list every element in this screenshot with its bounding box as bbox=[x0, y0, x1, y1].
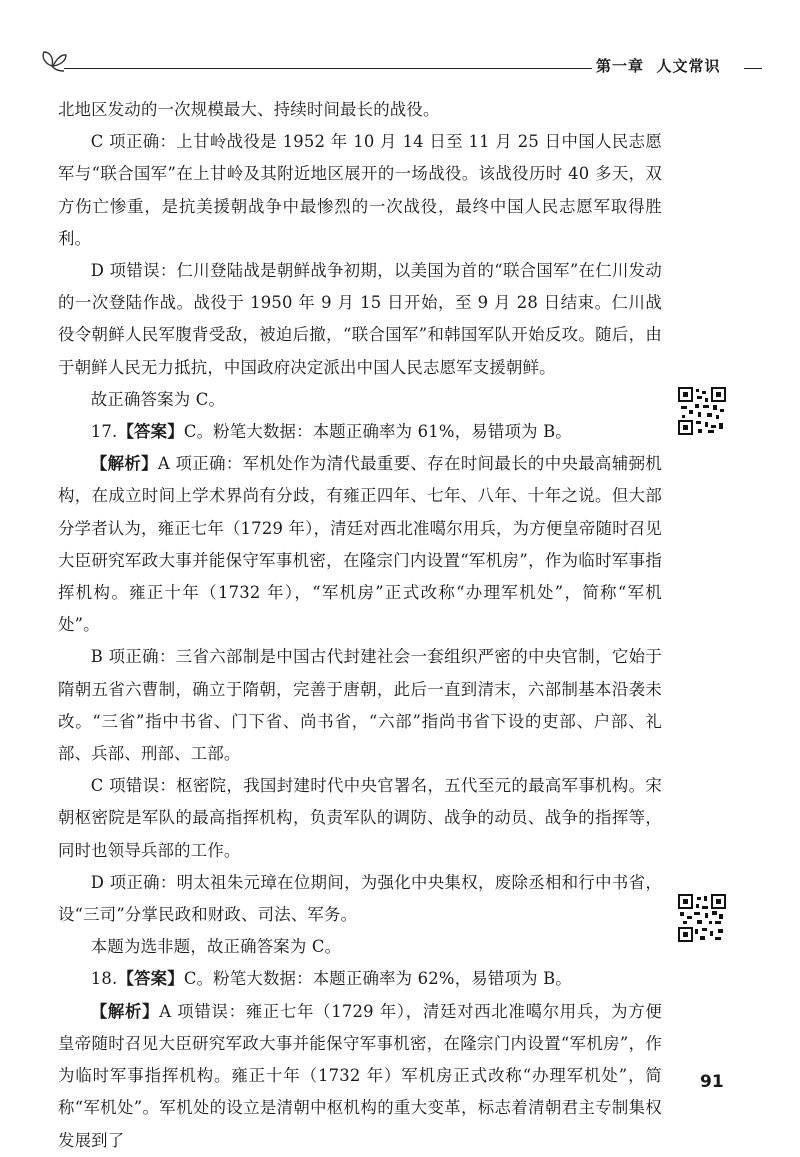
qr-code-graphic bbox=[678, 387, 726, 435]
answer-tag: 【答案】 bbox=[117, 422, 184, 442]
q17-analysis bbox=[58, 448, 662, 641]
chapter-section: 人文常识 bbox=[656, 57, 721, 75]
paragraph: D 项正确：明太祖朱元璋在位期间，为强化中央集权，废除丞相和行中书省，设“三司”分掌民政和财政、司法、军务。 bbox=[58, 872, 662, 925]
page-content bbox=[58, 94, 662, 1157]
sprout-leaf-icon bbox=[38, 44, 68, 74]
paragraph: D 项错误：仁川登陆战是朝鲜战争初期，以美国为首的“联合国军”在仁川发动的一次登陆作战。战役于 1950 年 9 月 15 日开始，至 9 月 28 日结束。仁川战役令朝鲜人民军腹背受敌，被迫后撤，“联合国军”和韩国军队开始反攻。随后，由于朝鲜人民无力抵抗，中国政府决定派出中国人民志愿军支援朝鲜。 bbox=[58, 261, 662, 377]
paragraph: 本题为选非题，故正确答案为 C。 bbox=[90, 937, 342, 957]
qr-code-icon[interactable] bbox=[678, 894, 726, 942]
qr-code-graphic bbox=[678, 894, 726, 942]
q17-answer bbox=[58, 416, 662, 448]
paragraph: C 项正确：上甘岭战役是 1952 年 10 月 14 日至 11 月 25 日中国人民志愿军与“联合国军”在上甘岭及其附近地区展开的一场战役。该战役历时 40 多天，双方伤亡惨重，是抗美援朝战争中最惨烈的一次战役，最终中国人民志愿军取得胜利。 bbox=[58, 132, 662, 248]
qr-code-icon[interactable] bbox=[678, 387, 726, 435]
q18-answer bbox=[58, 963, 662, 995]
page-header bbox=[38, 42, 762, 76]
analysis-tag: 【解析】 bbox=[90, 1001, 160, 1021]
page-number: 91 bbox=[700, 1072, 724, 1092]
paragraph: 故正确答案为 C。 bbox=[90, 389, 226, 409]
answer-tag: 【答案】 bbox=[117, 969, 184, 989]
header-rule-left bbox=[64, 68, 592, 69]
analysis-tag: 【解析】 bbox=[90, 454, 158, 474]
q18-answer-text: C。粉笔大数据：本题正确率为 62%，易错项为 B。 bbox=[183, 969, 572, 989]
chapter-number: 第一章 bbox=[596, 57, 645, 75]
q17-analysis-text: A 项正确：军机处作为清代最重要、存在时间最长的中央最高辅弼机构，在成立时间上学术界尚有分歧，有雍正四年、七年、八年、十年之说。但大部分学者认为，雍正七年（1729 年），清廷对西北准噶尔用兵，为方便皇帝随时召见大臣研究军政大事并能保守军事机密，在隆宗门内设置“军机房”，作为临时军事指挥机构。雍正十年（1732 年），“军机房”正式改称“办理军机处”，简称“军机处”。 bbox=[58, 454, 662, 635]
header-rule-right bbox=[744, 68, 762, 69]
paragraph: 北地区发动的一次规模最大、持续时间最长的战役。 bbox=[58, 100, 440, 119]
q17-number: 17. bbox=[90, 422, 118, 442]
q17-answer-text: C。粉笔大数据：本题正确率为 61%，易错项为 B。 bbox=[183, 422, 572, 442]
q18-analysis-text: A 项错误：雍正七年（1729 年），清廷对西北准噶尔用兵，为方便皇帝随时召见大臣研究军政大事并能保守军事机密，在隆宗门内设置“军机房”，作为临时军事指挥机构。雍正十年（1732 年）军机房正式改称“办理军机处”，简称“军机处”。军机处的设立是清朝中枢机构的重大变革，标志着清朝君主专制集权发展到了 bbox=[58, 1001, 662, 1150]
q18-analysis bbox=[58, 996, 662, 1157]
q18-number: 18. bbox=[90, 969, 118, 989]
paragraph: B 项正确：三省六部制是中国古代封建社会一套组织严密的中央官制，它始于隋朝五省六曹制，确立于隋朝，完善于唐朝，此后一直到清末，六部制基本沿袭未改。“三省”指中书省、门下省、尚书省，“六部”指尚书省下设的吏部、户部、礼部、兵部、刑部、工部。 bbox=[58, 647, 662, 764]
chapter-title bbox=[596, 55, 720, 76]
paragraph: C 项错误：枢密院，我国封建时代中央官署名，五代至元的最高军事机构。宋朝枢密院是军队的最高指挥机构，负责军队的调防、战争的动员、战争的指挥等，同时也领导兵部的工作。 bbox=[58, 776, 662, 860]
